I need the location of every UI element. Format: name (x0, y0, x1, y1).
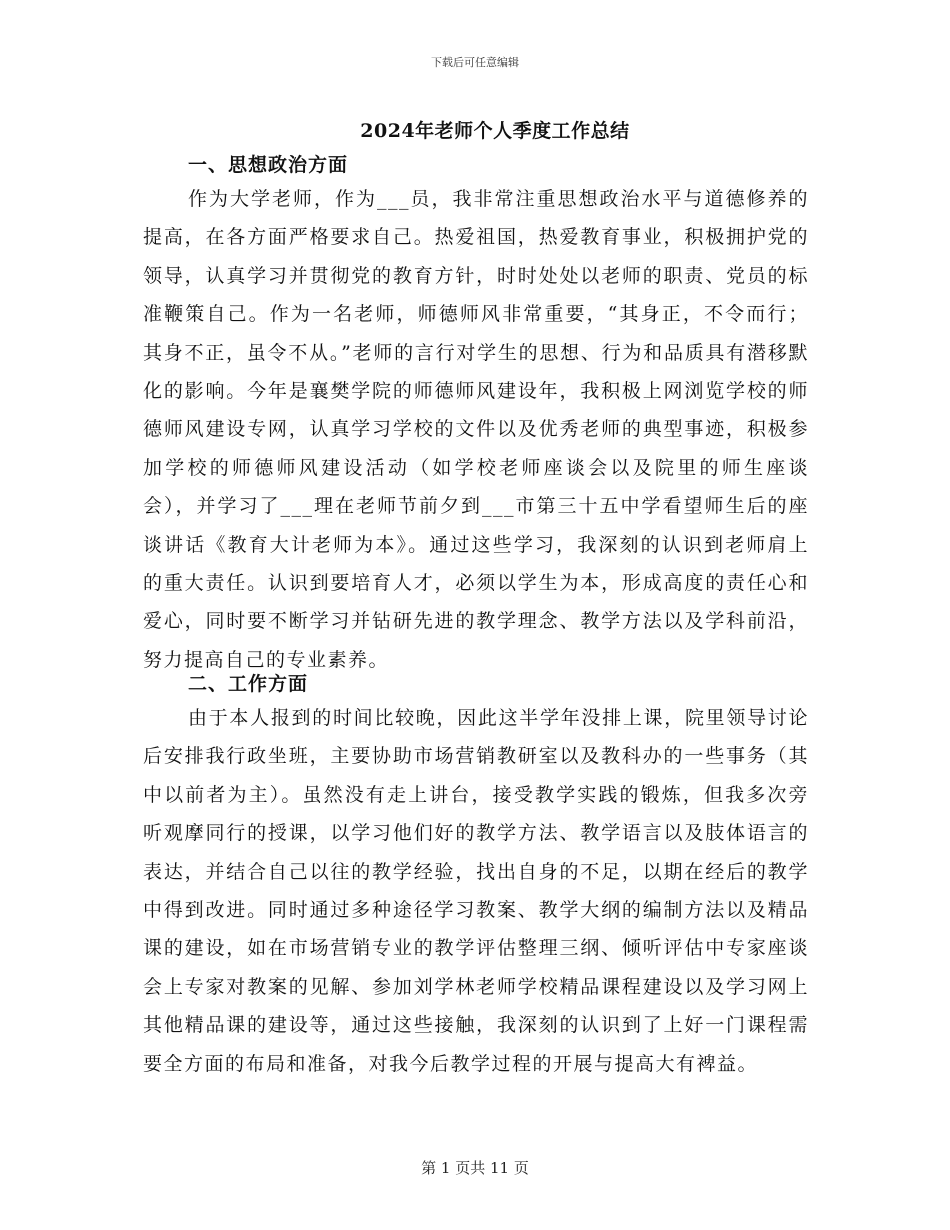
section-heading-political: 一、思想政治方面 (188, 154, 349, 176)
download-note: 下载后可任意编辑 (431, 56, 519, 69)
section-paragraph-political: 作为大学老师，作为___员，我非常注重思想政治水平与道德修养的提高，在各方面严格要求自己。热爱祖国，热爱教育事业，积极拥护党的领导，认真学习并贯彻党的教育方针，时时处处以老师的职责、党员的标准鞭策自己。作为一名老师，师德师风非常重要，“其身正，不令而行；其身不正，虽令不从。”老师的言行对学生的思想、行为和品质具有潜移默化的影响。今年是襄樊学院的师德师风建设年，我积极上网浏览学校的师德师风建设专网，认真学习学校的文件以及优秀老师的典型事迹，积极参加学校的师德师风建设活动（如学校老师座谈会以及院里的师生座谈会），并学习了___理在老师节前夕到___市第三十五中学看望师生后的座谈讲话《教育大计老师为本》。通过这些学习，我深刻的认识到老师肩上的重大责任。认识到要培育人才，必须以学生为本，形成高度的责任心和爱心，同时要不断学习并钻研先进的教学理念、教学方法以及学科前沿，努力提高自己的专业素养。 (143, 188, 809, 671)
section-paragraph-work: 由于本人报到的时间比较晚，因此这半学年没排上课，院里领导讨论后安排我行政坐班，主要协助市场营销教研室以及教科办的一些事务（其中以前者为主）。虽然没有走上讲台，接受教学实践的锻炼，但我多次旁听观摩同行的授课，以学习他们好的教学方法、教学语言以及肢体语言的表达，并结合自己以往的教学经验，找出自身的不足，以期在经后的教学中得到改进。同时通过多种途径学习教案、教学大纲的编制方法以及精品课的建设，如在市场营销专业的教学评估整理三纲、倾听评估中专家座谈会上专家对教案的见解、参加刘学林老师学校精品课程建设以及学习网上其他精品课的建设等，通过这些接触，我深刻的认识到了上好一门课程需要全方面的布局和准备，对我今后教学过程的开展与提高大有裨益。 (143, 707, 809, 1075)
document-title: 2024年老师个人季度工作总结 (360, 120, 630, 142)
page-number: 第 1 页共 11 页 (421, 1159, 529, 1177)
section-heading-work: 二、工作方面 (188, 673, 309, 695)
